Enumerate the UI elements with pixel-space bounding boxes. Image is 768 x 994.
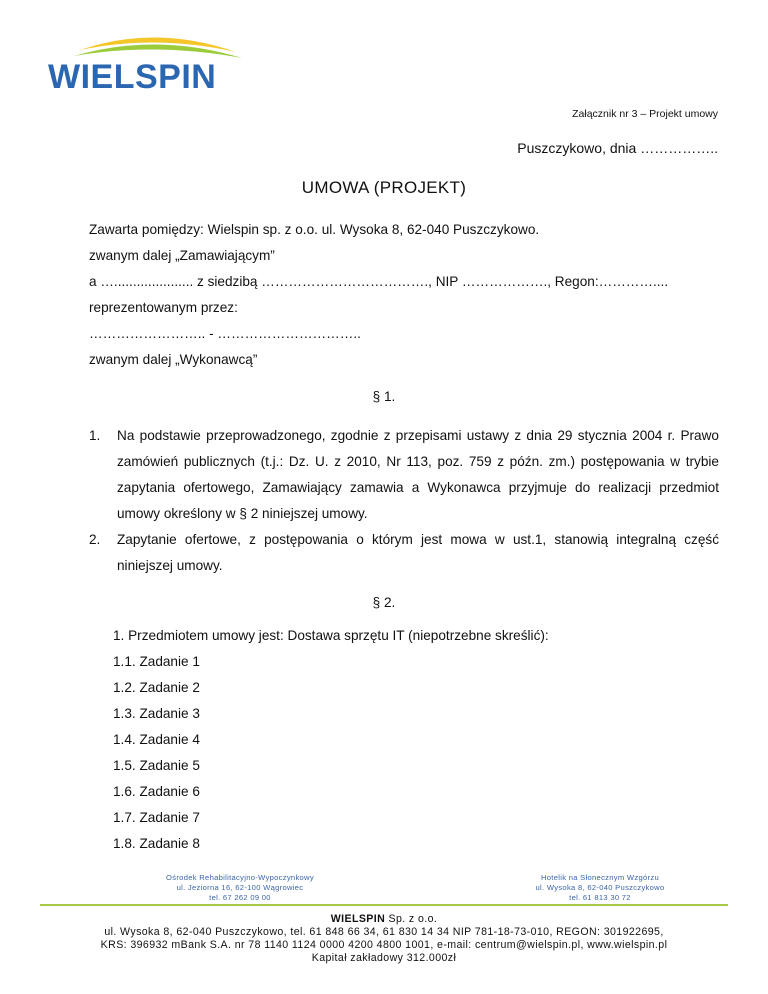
footer-address: ul. Wysoka 8, 62-040 Puszczykowo, tel. 61 848 66 34, 61 830 14 34 NIP 781-18-73-010, REGON: 301922695,: [104, 926, 664, 938]
parties-line-1: Zawarta pomiędzy: Wielspin sp. z o.o. ul. Wysoka 8, 62-040 Puszczykowo.: [89, 222, 540, 237]
task-item-5: 1.5. Zadanie 5: [113, 758, 200, 773]
footer-company: [0, 913, 768, 926]
section-1-item-1: [89, 423, 719, 527]
task-item-3: 1.3. Zadanie 3: [113, 706, 200, 721]
parties-line-5: …………………….. - …………………………..: [89, 326, 361, 341]
task-item-6: 1.6. Zadanie 6: [113, 784, 200, 799]
office-puszczykowo: [520, 873, 680, 903]
section-2-intro: 1. Przedmiotem umowy jest: Dostawa sprzętu IT (niepotrzebne skreślić):: [113, 628, 549, 643]
item-number: 1.: [89, 428, 101, 443]
office-wagrowiec: [140, 873, 340, 903]
parties-line-2: zwanym dalej „Zamawiającym”: [89, 248, 275, 263]
section-1-item-2: [89, 527, 719, 579]
document-title: UMOWA (PROJEKT): [301, 178, 467, 197]
office-address: ul. Wysoka 8, 62-040 Puszczykowo: [535, 883, 665, 892]
footer-company-suffix: Sp. z o.o.: [385, 913, 438, 925]
item-text: Na podstawie przeprowadzonego, zgodnie z przepisami ustawy z dnia 29 stycznia 2004 r. Prawo zamówień publicznych (t.j.: Dz. U. z 2010, Nr 113, poz. 759 z późn. zm.) postępowania w trybie zapytania ofertowego, Zamawiający zamawia a Wykonawca przyjmuje do realizacji przedmiot umowy określony w § 2 niniejszej umowy.: [117, 428, 719, 521]
task-item-8: 1.8. Zadanie 8: [113, 836, 200, 851]
office-phone: tel. 67 262 09 00: [209, 893, 271, 902]
footer: [0, 913, 768, 965]
logo-text: WIELSPIN: [48, 58, 217, 92]
office-address: ul. Jeziorna 16, 62-100 Wągrowiec: [176, 883, 304, 892]
footer-company-name: WIELSPIN: [330, 913, 386, 925]
logo-graphic: [46, 30, 246, 92]
annex-label: Załącznik nr 3 – Projekt umowy: [572, 108, 718, 120]
item-number: 2.: [89, 532, 101, 547]
parties-line-3: a …..................... z siedzibą ………………………………., NIP ………………., Regon:…………....: [89, 274, 669, 289]
office-name: Hotelik na Słonecznym Wzgórzu: [540, 873, 659, 882]
item-text: Zapytanie ofertowe, z postępowania o którym jest mowa w ust.1, stanowią integralną część niniejszej umowy.: [117, 532, 719, 573]
section-2-heading: § 2.: [372, 595, 396, 610]
section-1-heading: § 1.: [372, 389, 396, 404]
task-item-4: 1.4. Zadanie 4: [113, 732, 200, 747]
office-phone: tel. 61 813 30 72: [569, 893, 631, 902]
task-item-7: 1.7. Zadanie 7: [113, 810, 200, 825]
footer-capital: Kapitał zakładowy 312.000zł: [311, 952, 457, 964]
parties-line-6: zwanym dalej „Wykonawcą”: [89, 352, 258, 367]
task-item-2: 1.2. Zadanie 2: [113, 680, 200, 695]
office-name: Ośrodek Rehabilitacyjno-Wypoczynkowy: [166, 873, 314, 882]
place-date: Puszczykowo, dnia ……………..: [517, 140, 718, 156]
footer-bank: KRS: 396932 mBank S.A. nr 78 1140 1124 0000 4200 4800 1001, e-mail: centrum@wielspin.pl, www.wielspin.pl: [100, 939, 668, 951]
parties-line-4: reprezentowanym przez:: [89, 300, 238, 315]
footer-divider: [40, 904, 728, 906]
task-item-1: 1.1. Zadanie 1: [113, 654, 200, 669]
wielspin-logo: [46, 30, 246, 92]
